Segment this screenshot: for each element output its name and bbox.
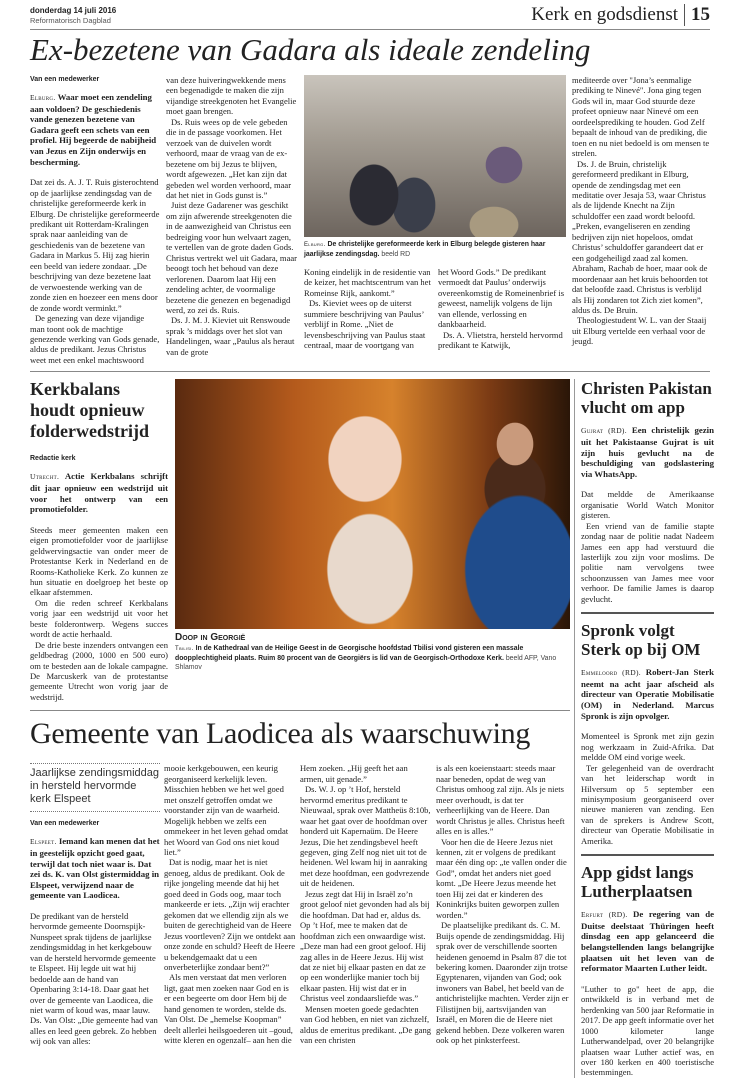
lead-text: Robert-Jan Sterk neemt na acht jaar afscheid als directeur van Operatie Mobilisatie (OM) in Nederland. Marcus Spronk is zijn opvolger. [581,667,714,721]
paragraph: Ds. Ruis wees op de vele gebeden die in de passage voorkomen. Het verzoek van de duivelen wordt verhoord, maar de vraag van de ex-bezetene om bij Jezus te blijven, wordt afgewezen. „Het kan zijn dat gebeden wel worden verhoord, maar dat het niet in Gods gunst is.” [166,116,292,200]
pakistan-lead [581,425,714,479]
section-divider [684,4,685,26]
article2-body [30,763,570,1046]
page-header [30,4,710,30]
paragraph: Als men verstaat dat men verloren ligt, gaat men zoeken naar God en is er een begeerte om door Hem bij de hand genomen te worden, stelde ds. Van Olst. De „hemelse Koopman” deelt allerlei heilsgoederen uit –goud, witte kleren en ogenzalf– aan hen die [164,972,293,1046]
paragraph: Dat meldde de Amerikaanse organisatie World Watch Monitor gisteren. [581,489,714,521]
page-number: 15 [691,4,710,25]
article1-col1 [30,75,160,365]
article1-col2 [166,75,298,357]
article1-col5 [572,75,710,347]
brief-rule [581,854,714,856]
paragraph: Voor hen die de Heere Jezus niet kennen, zit er volgens de predikant maar één ding op: „te vallen onder die God”, omdat het anders niet goed komt. „De Heere Jezus meende het toen Hij zei dat er kinderen des Koninkrijks buiten geworpen zullen worden.” [436,836,567,920]
article2-col2 [164,763,296,1045]
section-header [531,4,710,26]
article1-lead [30,92,160,167]
pakistan-headline: Christen Pakistan vlucht om app [581,379,712,418]
article1-body [30,75,710,365]
paragraph: Ds. J. de Bruin, christelijk gereformeerd predikant in Elburg, opende de zendingsdag met een meditatie over Jesaja 53, waar Christus als de lijdende Knecht na Zijn schuldoffer een zaad wordt beloofd. „Preken, evangeliseren en zending bedrijven zijn niet hopeloos, omdat Christus’ schuldoffer garandeert dat er een godgeheiligd zaad zal komen. Abraham, Rachab de hoer, maar ook de moordenaar aan het kruis behoorden tot dat beloofde zaad. Christus is verblijd als Hij zondaren tot Zich ziet komen”, aldus ds. De Bruin. [572,158,708,315]
paragraph: Ds. W. J. op ’t Hof, hersteld hervormd emeritus predikant te Nieuwaal, sprak over Mattheüs 8:10b, waar het gaat over de hoofdman over honderd uit Kapernaüm. De Heere Jezus, Die het zendingsbevel heeft gegeven, ging Zelf nog niet uit tot de heidenen. Wel kwam hij in aanraking met deze hoofdman, een godvrezende uit de heidenen. [300,784,431,889]
paragraph: De predikant van de hersteld hervormde gemeente Doornspijk-Nunspeet sprak tijdens de jaarlijkse zendingsmiddag in het kerkgebouw van de hersteld hervormde gemeente te Elspeet. Hij legde uit wat hij bedoelde aan de hand van Openbaring 3:14-18. Daar gaat het over de gemeente van Laodicea, die niet warm of koud was, maar lauw. Ds. Van Olst: „Die gemeente had van alles en leed geen gebrek. Zo hebben wij ook van alles: [30,910,158,1047]
newspaper-name: Reformatorisch Dagblad [30,16,111,25]
spronk-article [581,621,714,846]
paragraph: "Luther to go" heet de app, die ontwikkeld is in verband met de herdenking van 500 jaar Reformatie in 2017. De app geeft informatie over het 1000 kilometer lange Lutherwandelpad, over 20 belangrijke plaatsen waar Luther actief was, en over 180 kerken en 400 toeristische bestemmingen. [581,983,714,1078]
section-title: Kerk en godsdienst [531,4,678,25]
paragraph: Hem zoeken. „Hij geeft het aan armen, uit genade.” [300,763,408,784]
article2-lead [30,836,160,901]
dateline: Emmeloord (RD). [581,668,641,678]
article2-col1 [30,763,160,1046]
section-rule [30,710,570,711]
article1-photo-block [304,75,566,351]
paragraph: De genezing van deze vijandige man toont ook de machtige genezende werking van Gods genade, aldus de predikant. Jezus Christus weet met een enkel machtswoord [30,313,160,365]
article1-headline: Ex-bezetene van Gadara als ideale zendeling [30,32,591,67]
luther-lead [581,909,714,974]
luther-headline: App gidst langs Lutherplaatsen [581,863,694,902]
paragraph: Dat is nodig, maar het is niet genoeg, aldus de predikant. Ook de rijke jongeling meende dat hij het goed deed in Gods oog, maar toch mankeerde er iets. „Zijn wij erachter gekomen dat we ellendig zijn als we buiten de gerechtigheid van de Heere Jezus voortleven? Zijn we ontdekt aan onze zonde en schuld? Heeft de Heere u bekendgemaakt dat u een onverbeterlijke zondaar bent?” [164,857,296,972]
lower-section [30,379,714,1078]
paragraph: Ds. J. M. J. Kieviet uit Renswoude sprak ’s middags over het slot van Handelingen, waar „Paulus als heraut van de grote [166,315,295,357]
kerkbalans-article [30,379,168,702]
article1-byline: Van een medewerker [30,76,100,83]
article2-headline: Gemeente van Laodicea als waarschuwing [30,717,531,751]
article2-byline: Van een medewerker [30,820,100,828]
kerkbalans-headline: Kerkbalans houdt opnieuw folderwedstrijd [30,379,149,442]
paragraph: Om die reden schreef Kerkbalans vorig jaar een wedstrijd uit voor het beste folderontwerp. Wegens succes wordt de actie herhaald. [30,597,168,640]
photo-credit: beeld RD [381,251,411,258]
paragraph: De plaatselijke predikant ds. C. M. Buijs opende de zendingsmiddag. Hij sprak over de verschillende soorten heidenen genoemd in Psalm 87 die tot bekering komen. Daaronder zijn trotse Egyptenaren, vijanden van God; ook inwoners van Babel, het beeld van de antichristelijke machten. Verder zijn er Filistijnen bij, aartsvijanden van Israël, en Moren die de Heere niet gekend hebben. Deze volkeren waren ook op het pinksterfeest. [436,920,569,1046]
lead-text: Waar moet een zendeling aan voldoen? De geschiedenis vande genezen bezetene van Gadara geeft een schets van een profiel. Hij begeerde de nabijheid van Jezus en Zijn onderwijs en bescherming. [30,92,157,167]
dateline: Gujrat (RD). [581,426,627,436]
spronk-headline: Spronk volgt Sterk op bij OM [581,621,701,660]
paragraph: Steeds meer gemeenten maken een eigen promotiefolder voor de jaarlijkse geldwervingsactie van onder meer de Protestantse Kerk in Nederland en de Rooms-Katholieke Kerk. Zo kunnen ze hun situatie en doelgroep het beste op elkaar afstemmen. [30,524,168,598]
lead-text: De regering van de Duitse deelstaat Thüringen heeft dinsdag een app gelanceerd die belangstellenden langs belangrijke plaatsen uit het leven van de reformator Maarten Luther leidt. [581,909,714,974]
news-briefs-column [574,379,714,1078]
dateline: Utrecht. [30,472,60,482]
paragraph: Momenteel is Spronk met zijn gezin nog werkzaam in Zuid-Afrika. Dat meldde OM eind vorige week. [581,731,714,763]
photo-credit: beeld AFP, Vano Shlamov [175,655,557,672]
paragraph: De drie beste inzenders ontvangen een geldbedrag (2000, 1000 en 500 euro) om te besteden aan de lokale campagne. De Marcuskerk van de protestantse gemeente Utrecht won vorig jaar de wedstrijd. [30,639,168,702]
paragraph: Ds. A. Vlietstra, hersteld hervormd predikant te Katwijk, [438,329,563,351]
kerkbalans-byline: Redactie kerk [30,455,76,463]
dateline: Erfurt (RD). [581,910,628,920]
paragraph: mooie kerkgebouwen, een keurig georganiseerd kerkelijk leven. Misschien hebben we het wel goed met onszelf getroffen omdat we voorstander zijn van de waarheid. Mogelijk hebben we zelfs een ommekeer in het leven gehad omdat het Woord van God ons niet koud liet.” [164,763,289,858]
spronk-lead [581,667,714,721]
paragraph: mediteerde over "Jona’s eenmalige prediking te Ninevé". Jona ging tegen Gods wil in, maar God stuurde deze profeet opnieuw naar Ninevé om een oordeelsprediking te houden. God Zelf bepaalt de inhoud van de prediking, die toen en nu niet bedoeld is om mensen te strelen. [572,75,710,159]
luther-article [581,863,714,1078]
paragraph: Theologiestudent W. L. van der Staaij uit Elburg vertelde een verhaal voor de jeugd. [572,315,707,347]
paragraph: Dat zei ds. A. J. T. Ruis gisterochtend op de jaarlijkse zendingsdag van de christelijke gereformeerde kerk in Elburg. De christelijke gereformeerde predikant uit Rotterdam-Kralingen sprak naar aanleiding van de geschiedenis van de bezetene van Gadara in Markus 5. Hij zag hierin een beeld van iedere zondaar. „De beschrijving van deze bezetene laat de verwoestende werking van de zonde zien en hoezeer een mens door de zonde wordt verminkt.” [30,177,160,313]
section-rule [30,371,710,372]
caption-text: In de Kathedraal van de Heilige Geest in de Georgische hoofdstad Tbilisi vond gisteren een massale doopplechtigheid plaats. Ruim 80 procent van de Georgiërs is lid van de Georgisch-Orthodoxe Kerk. [175,645,524,663]
pakistan-article [581,379,714,604]
paragraph: Juist deze Gadarener was geschikt om zijn afwerende streekgenoten die in de aanwezigheid van Christus een bedreiging voor hun welvaart zagen, te vertellen van de grote daden Gods. Christus vertrekt wel uit Gadara, maar beoogt toch het behoud van deze verlorenen. Daarom laat Hij een zendeling achter, de voormalige bezetene die genezen en begenadigd werd, zo zei ds. Ruis. [166,200,298,315]
paragraph: van deze huiveringwekkende mens een begenadigde te maken die zijn vijandige streekgenoten het Evangelie moet gaan brengen. [166,75,297,117]
article2-col3 [300,763,432,1045]
dateline: Elspeet. [30,837,57,847]
issue-date: donderdag 14 juli 2016 [30,6,117,15]
lead-text: Actie Kerkbalans schrijft dit jaar opnieuw een wedstrijd uit voor het ontwerp van een promotiefolder. [30,471,168,515]
paragraph: Mensen moeten goede gedachten van God hebben, en niet van zichzelf, aldus de emeritus predikant. „De gang van een christen [300,1003,432,1046]
dateline: Elburg. [30,93,56,102]
photo-caption [304,240,566,259]
paragraph: het Woord Gods.” De predikant vermoedt dat Paulus’ onderwijs overeenkomstig de Romeinenbrief is geweest, namelijk volgens de lijn van ellende, verlossing en dankbaarheid. [438,267,565,330]
article1-col4 [438,267,566,351]
article1-col3 [304,267,432,351]
lead-text: Een christelijk gezin uit het Pakistaanse Gujrat is uit zijn huis gevlucht na de beschuldiging van godslastering via WhatsApp. [581,425,714,479]
article2-col4 [436,763,569,1045]
kerkbalans-lead [30,471,168,514]
caption-title: Doop in Georgië [175,632,246,644]
caption-dateline: Elburg. [304,242,326,248]
caption-dateline: Tbilisi. [175,646,194,653]
article2-kicker: Jaarlijkse zendingsmiddag in hersteld hervormde kerk Elspeet [30,763,160,812]
paragraph: Koning eindelijk in de residentie van de keizer, het machtscentrum van het Romeinse Rijk, aankomt.” [304,267,431,298]
brief-rule [581,612,714,614]
paragraph: Ter gelegenheid van de overdracht van het leiderschap wordt in Hilversum op 5 september een minisymposium georganiseerd over nieuwe manieren van zending. Een van de sprekers is Andrew Scott, directeur van Operatie Mobilisatie in Amerika. [581,762,714,846]
caption-text: De christelijke gereformeerde kerk in Elburg belegde gisteren haar jaarlijkse zendingsdag. [304,241,546,258]
paragraph: is als een koeienstaart: steeds maar naar beneden, opdat de weg van Christus omhoog zal zijn. Als je niets meer overhoudt, is dat ter verheerlijking van de Heere. Dan wordt Christus je alles. Christus heeft alles en is alles.” [436,763,565,837]
paragraph: Jezus zegt dat Hij in Israël zo’n groot geloof niet gevonden had als bij die hoofdman. Dat had er, aldus ds. Op ’t Hof, mee te maken dat de hoofdman zich een onwaardige wist. „Deze man had een groot geloof. Hij zag alles in de Heere Jezus. Hij wist dat ze niet bij elkaar pasten en dat ze op een wonderlijke manier toch bij elkaar pasten. Hij wist dat er in Christus veel zondaarsliefde was.” [300,888,430,1004]
photo-doop-georgie [175,379,570,629]
photo-georgie-caption [175,632,570,672]
photo-zendingsdag-elburg [304,75,566,237]
paragraph: Een vriend van de familie stapte zondag naar de politie nadat Nadeem James een app had verstuurd die lasterlijk zou zijn voor moslims. De politie nam vervolgens twee schoonzussen van James mee voor verhoor. De familie James is daarop gevlucht. [581,520,714,604]
lead-text: Iemand kan menen dat het in geestelijk opzicht goed gaat, terwijl dat toch niet waar is. Dat zei ds. K. van Olst gistermiddag in Elspeet, verwijzend naar de gemeente van Laodicea. [30,836,160,901]
paragraph: Ds. Kieviet wees op de uiterst summiere beschrijving van Paulus’ verblijf in Rome. „Niet de levensbeschrijving van Paulus staat centraal, maar de voortgang van [304,298,426,351]
